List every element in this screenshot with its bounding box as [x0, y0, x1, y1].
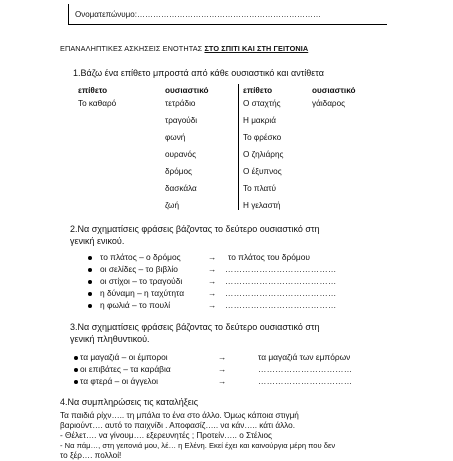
- col2-cell: δασκάλα: [165, 184, 197, 193]
- bullet-icon: [88, 280, 92, 284]
- exercise3-heading: 3.Να σχηματίσεις φράσεις βάζοντας το δεύτερο ουσιαστικό στη: [70, 322, 320, 332]
- col2-cell: τετράδιο: [165, 99, 196, 108]
- col-header-3: επίθετο: [243, 86, 273, 95]
- bullet-icon: [74, 380, 78, 384]
- list-item: [88, 300, 170, 310]
- answer-blank[interactable]: …………………………………: [225, 288, 337, 298]
- paragraph-line: Τα παιδιά ρίχν….. τη μπάλα το ένα στο άλλο. Όμως κάποια στιγμή: [60, 411, 299, 420]
- item-left: τα μαγαζιά – οι έμποροι: [80, 352, 168, 362]
- exercise4-heading: 4.Να συμπληρώσεις τις καταλήξεις: [60, 397, 199, 407]
- col2-cell: ουρανός: [165, 150, 197, 159]
- list-item: [88, 276, 182, 286]
- item-left: η φωλιά – το πουλί: [100, 300, 171, 310]
- arrow-icon: →: [208, 288, 217, 298]
- item-left: τα φτερά – οι άγγελοι: [80, 376, 159, 386]
- list-item: [88, 288, 184, 298]
- exercise2-heading: 2.Να σχηματίσεις φράσεις βάζοντας το δεύτερο ουσιαστικό στη: [70, 224, 320, 234]
- bullet-icon: [74, 356, 78, 360]
- answer-blank[interactable]: …………………………………: [225, 264, 337, 274]
- answer-blank[interactable]: …………………………………: [225, 276, 337, 286]
- col3-cell: Το φρέσκο: [243, 133, 282, 142]
- paragraph-line: το ξέρ…. πολλοί!: [60, 451, 122, 460]
- bullet-icon: [88, 256, 92, 260]
- list-item: [74, 364, 171, 374]
- bullet-icon: [74, 368, 78, 372]
- col2-cell: φωνή: [165, 133, 186, 142]
- name-field: [68, 4, 387, 25]
- arrow-icon: →: [218, 364, 227, 374]
- item-right: το πλάτος του δρόμου: [228, 252, 310, 262]
- col2-cell: δρόμος: [165, 167, 192, 176]
- item-left: οι σελίδες – το βιβλίο: [100, 264, 178, 274]
- table-divider: [238, 84, 239, 210]
- answer-blank[interactable]: ……………………………: [258, 364, 353, 374]
- exercise2-heading-cont: γενική ενικού.: [70, 236, 125, 246]
- arrow-icon: →: [218, 352, 227, 362]
- bullet-icon: [88, 304, 92, 308]
- paragraph-line: - Θέλετ…. να γίνουμ…. εξερευνητές ; Προτείν….. ο Στέλιος: [60, 431, 272, 440]
- bullet-icon: [88, 292, 92, 296]
- answer-blank[interactable]: …………………………………: [225, 300, 337, 310]
- paragraph-line: - Να πάμ…, στη γειτονιά μου, λέ… η Ελένη. Εκεί έχει και καινούργια μέρη που δεν: [60, 441, 336, 450]
- col2-cell: ζωή: [165, 201, 180, 210]
- answer-blank[interactable]: ……………………………: [258, 376, 353, 386]
- exercise1-heading: 1.Βάζω ένα επίθετο μπροστά από κάθε ουσιαστικό και αντίθετα: [73, 68, 324, 78]
- item-right: τα μαγαζιά των εμπόρων: [258, 352, 351, 362]
- item-left: το πλάτος – ο δρόμος: [100, 252, 181, 262]
- col1-cell: Το καθαρό: [78, 99, 117, 108]
- list-item: [74, 376, 158, 386]
- title-prefix: ΕΠΑΝΑΛΗΠΤΙΚΕΣ ΑΣΚΗΣΕΙΣ ΕΝΟΤΗΤΑΣ: [60, 44, 203, 53]
- list-item: [74, 352, 168, 362]
- col3-cell: Ο έξυπνος: [243, 167, 282, 176]
- page-title: [60, 44, 308, 53]
- paragraph-line: βαριούντ…. αυτό το παιχνίδι . Αποφασίζ….. να κάν….. κάτι άλλο.: [60, 421, 295, 430]
- item-left: η δύναμη – η ταχύτητα: [100, 288, 185, 298]
- arrow-icon: →: [208, 300, 217, 310]
- col3-cell: Ο σταχτής: [243, 99, 281, 108]
- col3-cell: Η γελαστή: [243, 201, 281, 210]
- col-header-2: ουσιαστικό: [165, 86, 209, 95]
- item-left: οι στίχοι – το τραγούδι: [100, 276, 183, 286]
- exercise3-heading-cont: γενική πληθυντικού.: [70, 334, 150, 344]
- name-label: Ονοματεπώνυμο:……………………………………………………………: [75, 10, 321, 19]
- arrow-icon: →: [218, 376, 227, 386]
- list-item: [88, 264, 178, 274]
- item-left: οι επιβάτες – τα καράβια: [80, 364, 171, 374]
- arrow-icon: →: [208, 276, 217, 286]
- title-underlined: ΣΤΟ ΣΠΙΤΙ ΚΑΙ ΣΤΗ ΓΕΙΤΟΝΙΑ: [204, 44, 309, 53]
- bullet-icon: [88, 268, 92, 272]
- col-header-1: επίθετο: [78, 86, 108, 95]
- col3-cell: Ο ζηλιάρης: [243, 150, 284, 159]
- col3-cell: Η μακριά: [243, 116, 276, 125]
- arrow-icon: →: [208, 252, 217, 262]
- col4-cell: γάιδαρος: [312, 99, 346, 108]
- col-header-4: ουσιαστικό: [312, 86, 356, 95]
- arrow-icon: →: [208, 264, 217, 274]
- list-item: [88, 252, 181, 262]
- col3-cell: Το πλατύ: [243, 184, 276, 193]
- col2-cell: τραγούδι: [165, 116, 198, 125]
